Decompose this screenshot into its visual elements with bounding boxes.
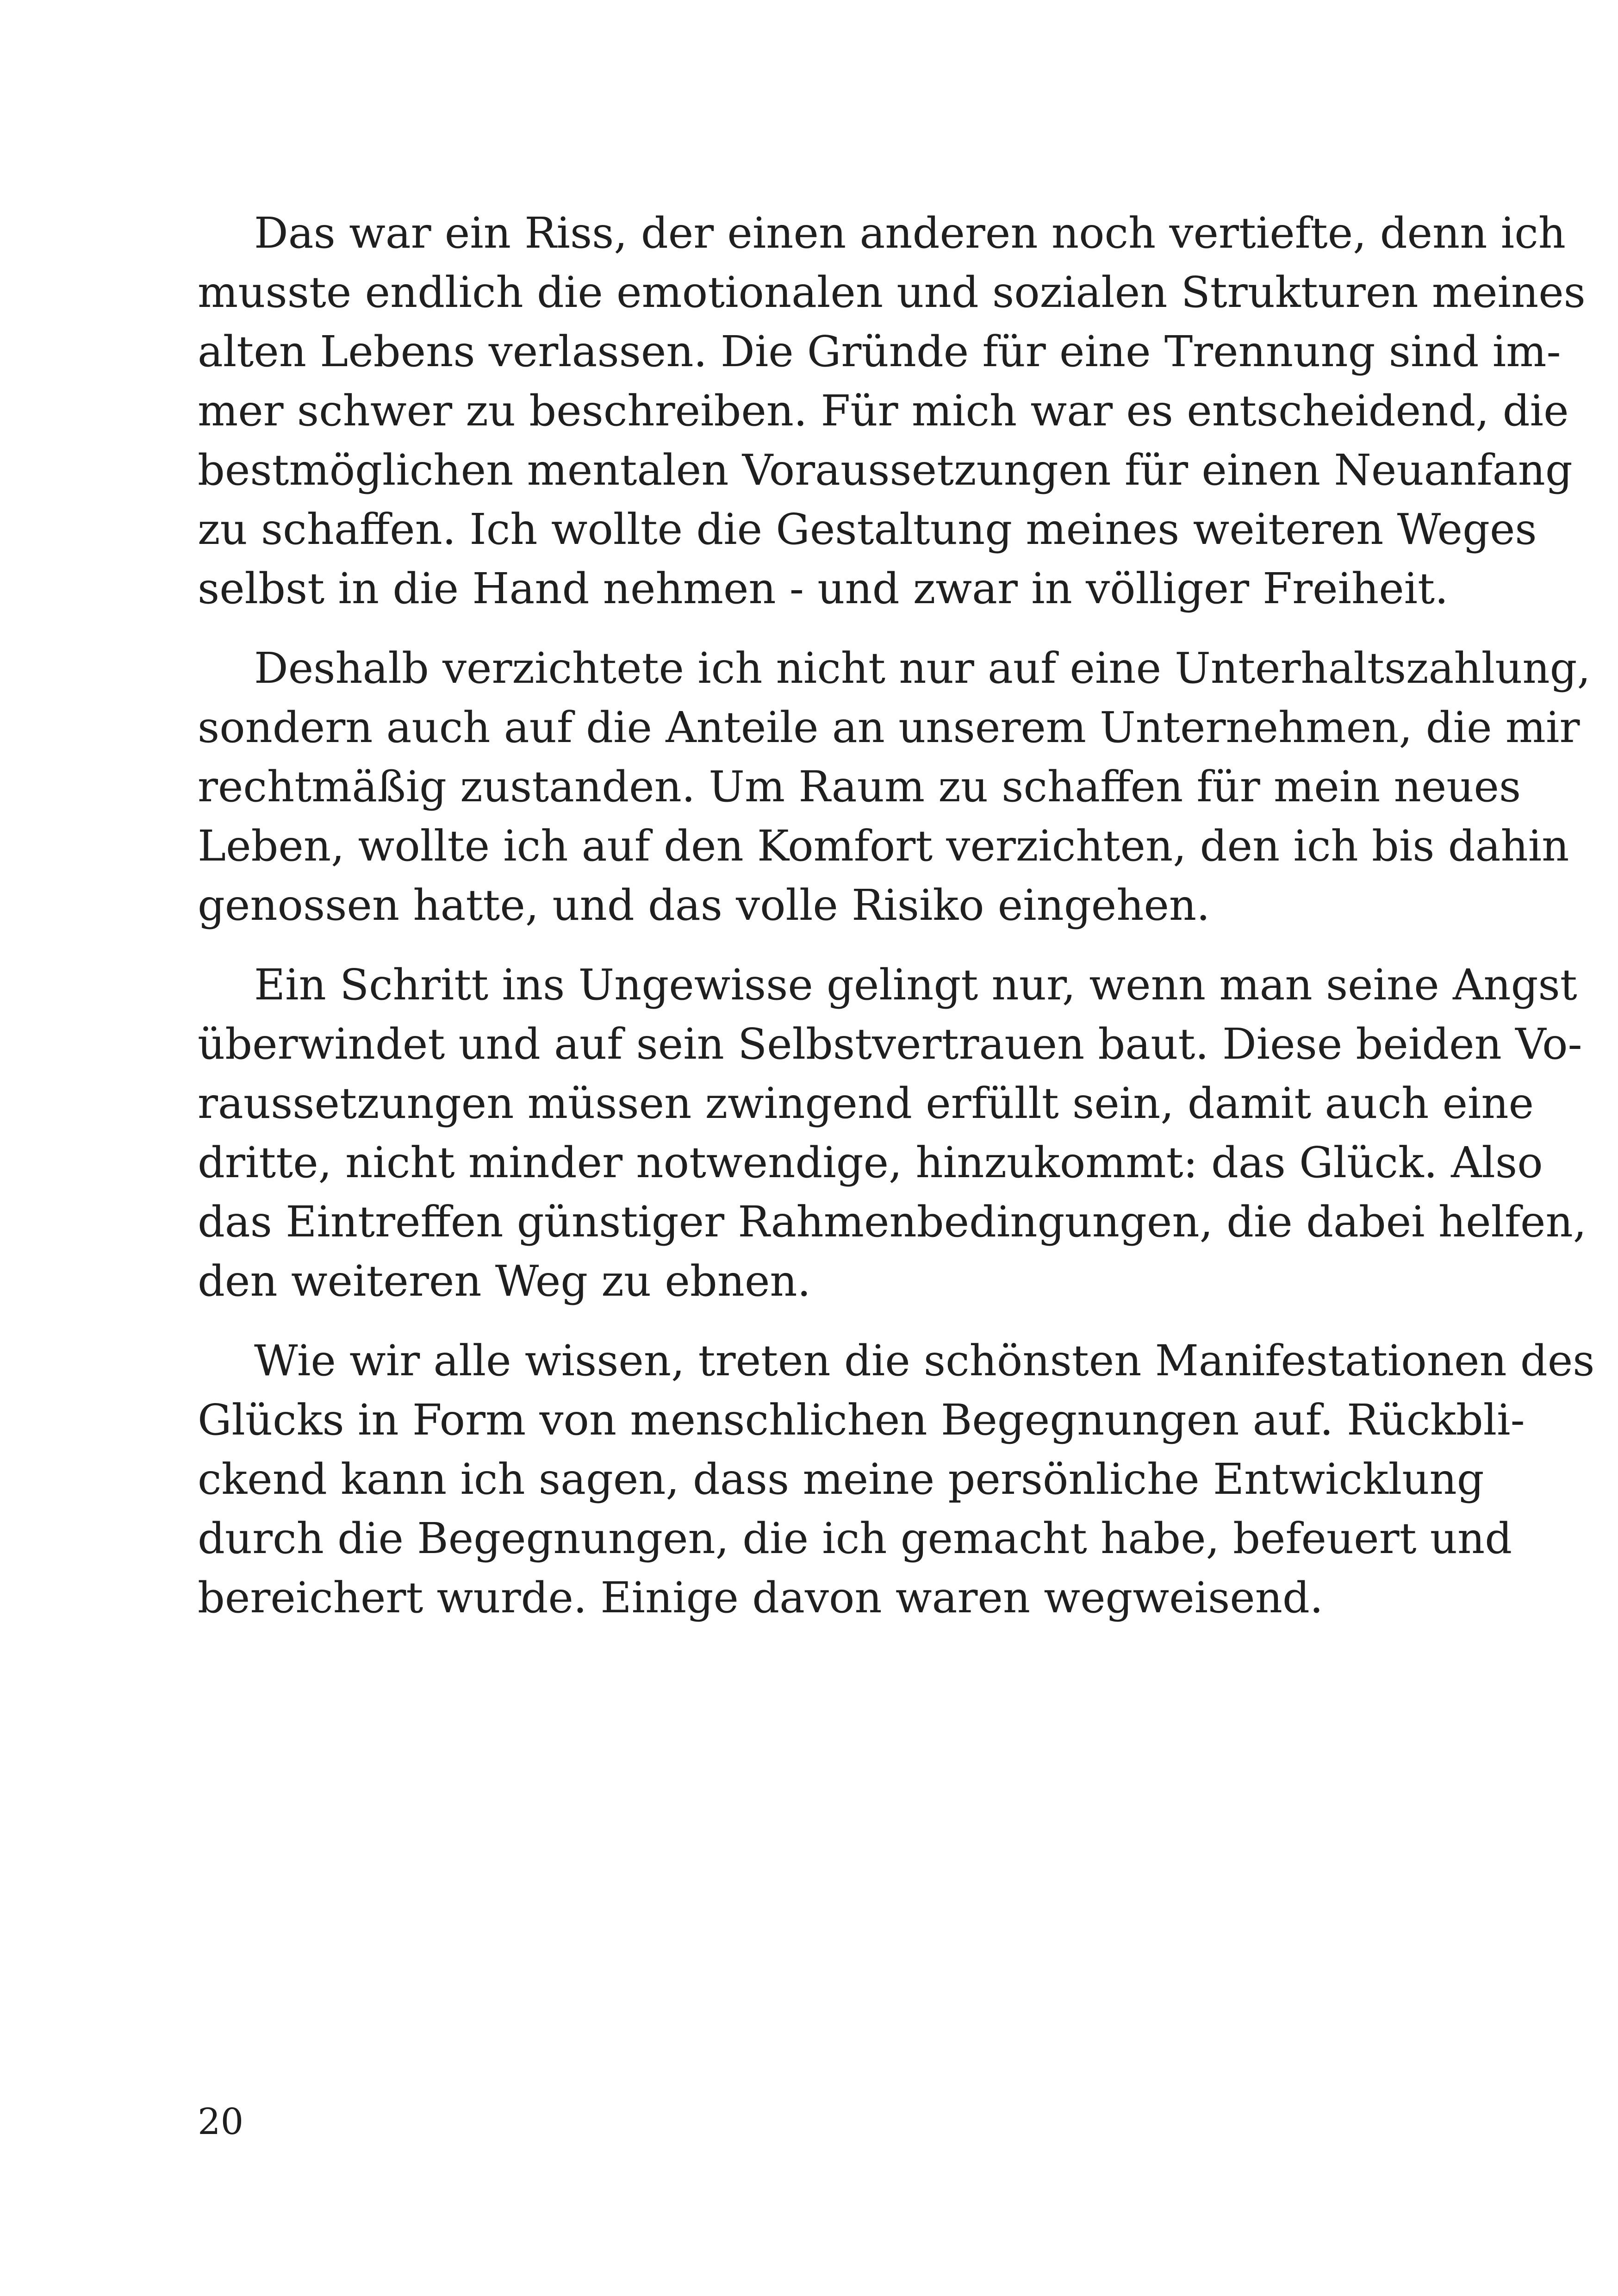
text-line: rechtmäßig zustanden. Um Raum zu schaffen für mein neues (198, 762, 1521, 811)
text-line: den weiteren Weg zu ebnen. (198, 1256, 811, 1306)
text-line: dritte, nicht minder notwendige, hinzukommt: das Glück. Also (198, 1138, 1543, 1187)
text-line: Das war ein Riss, der einen anderen noch vertiefte, denn ich (254, 208, 1566, 258)
paragraph-1 (198, 204, 1586, 618)
text-line: alten Lebens verlassen. Die Gründe für eine Trennung sind im- (198, 327, 1561, 376)
text-line: Ein Schritt ins Ungewisse gelingt nur, wenn man seine Angst (254, 960, 1577, 1010)
text-line: bereichert wurde. Einige davon waren wegweisend. (198, 1573, 1324, 1622)
text-line: genossen hatte, und das volle Risiko eingehen. (198, 880, 1210, 930)
text-line: bestmöglichen mentalen Voraussetzungen für einen Neuanfang (198, 445, 1573, 495)
text-line: Wie wir alle wissen, treten die schönsten Manifestationen des (254, 1336, 1595, 1385)
text-line: selbst in die Hand nehmen - und zwar in völliger Freiheit. (198, 564, 1449, 613)
body-text (198, 204, 1595, 1648)
paragraph-2 (198, 639, 1591, 935)
text-line: durch die Begegnungen, die ich gemacht habe, befeuert und (198, 1514, 1512, 1563)
text-line: ckend kann ich sagen, dass meine persönliche Entwicklung (198, 1454, 1484, 1504)
page-number: 20 (198, 2101, 244, 2143)
paragraph-4 (198, 1331, 1595, 1628)
text-line: zu schaffen. Ich wollte die Gestaltung meines weiteren Weges (198, 505, 1537, 554)
text-line: sondern auch auf die Anteile an unserem Unternehmen, die mir (198, 703, 1580, 752)
text-line: musste endlich die emotionalen und sozialen Strukturen meines (198, 268, 1586, 317)
text-line: Leben, wollte ich auf den Komfort verzichten, den ich bis dahin (198, 821, 1569, 871)
text-line: Deshalb verzichtete ich nicht nur auf eine Unterhaltszahlung, (254, 643, 1591, 693)
text-line: das Eintreffen günstiger Rahmenbedingungen, die dabei helfen, (198, 1197, 1587, 1247)
text-line: mer schwer zu beschreiben. Für mich war es entscheidend, die (198, 386, 1569, 436)
text-line: Glücks in Form von menschlichen Begegnungen auf. Rückbli- (198, 1395, 1525, 1445)
text-line: raussetzungen müssen zwingend erfüllt sein, damit auch eine (198, 1079, 1534, 1128)
text-line: überwindet und auf sein Selbstvertrauen baut. Diese beiden Vo- (198, 1019, 1582, 1069)
paragraph-3 (198, 955, 1587, 1311)
